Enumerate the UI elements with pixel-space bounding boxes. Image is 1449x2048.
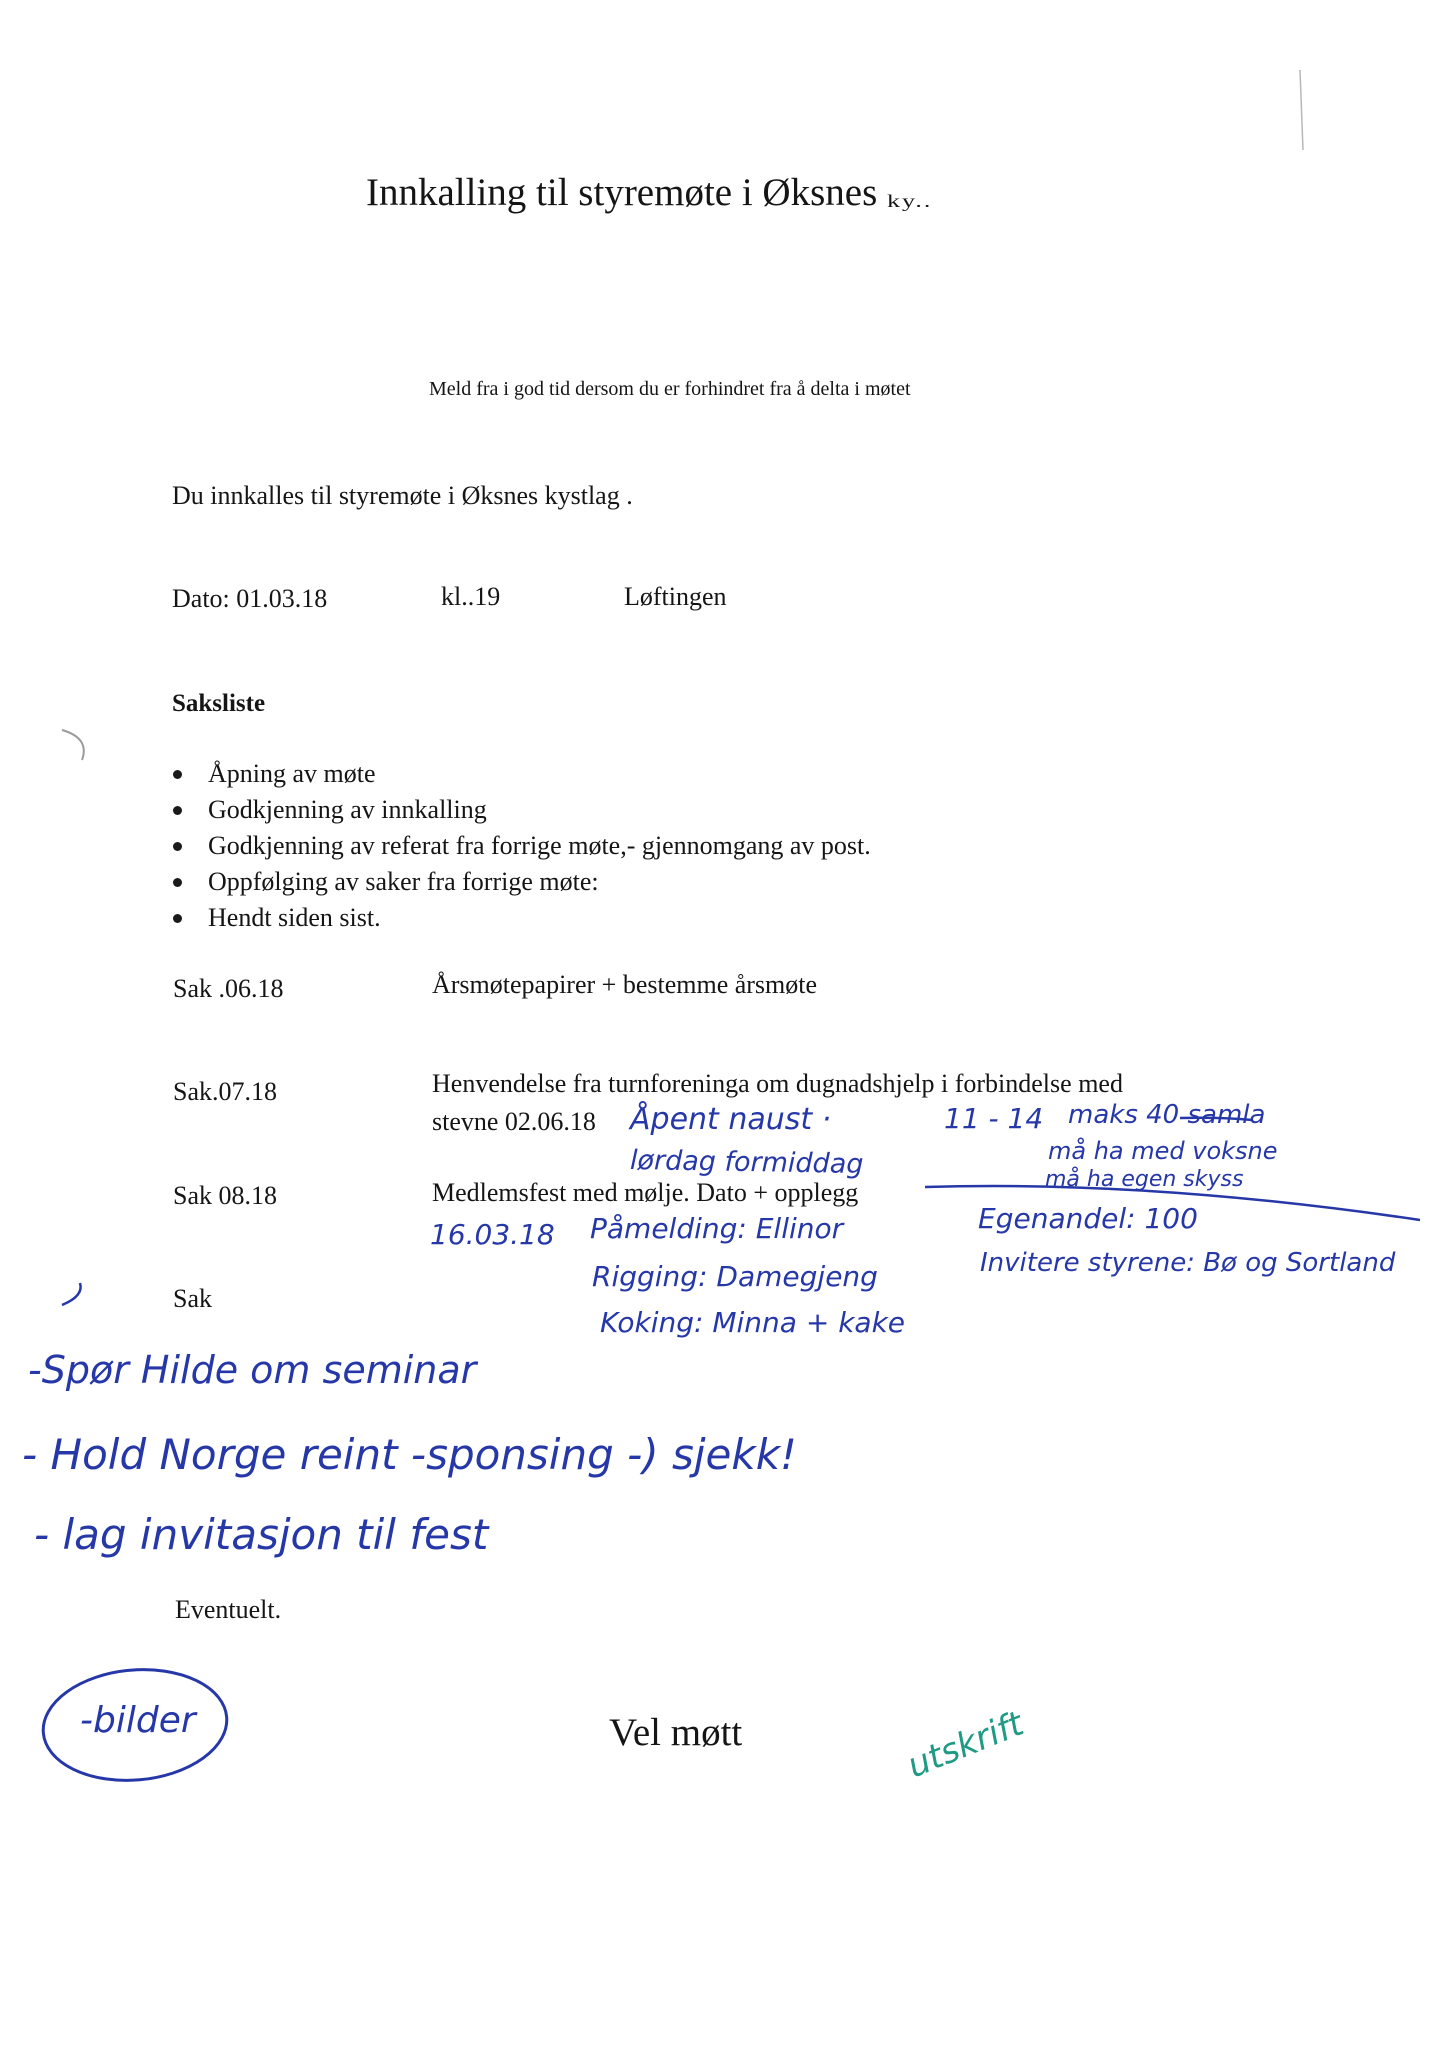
scan-edge-mark bbox=[1300, 70, 1303, 150]
margin-mark bbox=[62, 1283, 81, 1305]
handwritten-note-circled: -bilder bbox=[80, 1700, 196, 1741]
agenda-heading: Saksliste bbox=[172, 690, 266, 717]
agenda-item-label: Åpning av møte bbox=[208, 759, 376, 788]
handwritten-note: 16.03.18 bbox=[430, 1218, 555, 1251]
agenda-item-label: Godkjenning av innkalling bbox=[208, 795, 487, 824]
meeting-time: kl..19 bbox=[441, 582, 501, 611]
case-number: Sak 08.18 bbox=[173, 1181, 277, 1210]
margin-mark bbox=[62, 730, 84, 760]
circle-stroke bbox=[39, 1662, 232, 1788]
handwritten-note: Koking: Minna + kake bbox=[600, 1306, 906, 1339]
handwritten-note: maks 40 samla bbox=[1068, 1100, 1266, 1130]
attendance-notice: Meld fra i god tid dersom du er forhindret fra å delta i møtet bbox=[429, 378, 911, 400]
eventuelt-label: Eventuelt. bbox=[175, 1595, 282, 1624]
handwritten-note: Egenandel: 100 bbox=[978, 1202, 1198, 1235]
agenda-item-label: Hendt siden sist. bbox=[208, 903, 381, 932]
handwritten-note: Påmelding: Ellinor bbox=[590, 1212, 844, 1245]
handwritten-note: 11 - 14 bbox=[944, 1102, 1044, 1135]
agenda-item-label: Godkjenning av referat fra forrige møte,- gjennomgang av post. bbox=[208, 831, 871, 860]
closing-greeting: Vel møtt bbox=[609, 1711, 743, 1754]
handwritten-note: Invitere styrene: Bø og Sortland bbox=[980, 1248, 1396, 1278]
underline-stroke bbox=[1180, 1118, 1252, 1120]
agenda-item-label: Oppfølging av saker fra forrige møte: bbox=[208, 867, 599, 896]
case-number: Sak.07.18 bbox=[173, 1077, 277, 1106]
meeting-place: Løftingen bbox=[624, 582, 727, 611]
handwritten-note: lørdag formiddag bbox=[629, 1144, 864, 1181]
case-number: Sak .06.18 bbox=[173, 974, 284, 1003]
document-title-cut: ky.. bbox=[887, 191, 933, 212]
case-number: Sak bbox=[173, 1284, 212, 1313]
case-text: Årsmøtepapirer + bestemme årsmøte bbox=[432, 970, 818, 999]
handwritten-note: - lag invitasjon til fest bbox=[34, 1510, 489, 1559]
underline-stroke bbox=[925, 1186, 1420, 1220]
case-text-continued: stevne 02.06.18 bbox=[432, 1107, 596, 1136]
handwritten-note-green: utskrift bbox=[901, 1703, 1030, 1787]
meeting-date: Dato: 01.03.18 bbox=[172, 584, 328, 613]
handwritten-note: -Spør Hilde om seminar bbox=[28, 1348, 477, 1392]
case-text: Medlemsfest med mølje. Dato + opplegg bbox=[432, 1178, 859, 1207]
handwritten-note: - Hold Norge reint -sponsing -) sjekk! bbox=[22, 1430, 797, 1479]
handwritten-note: Rigging: Damegjeng bbox=[592, 1260, 878, 1293]
case-text: Henvendelse fra turnforeninga om dugnadshjelp i forbindelse med bbox=[432, 1069, 1123, 1098]
handwritten-note: må ha med voksne bbox=[1048, 1137, 1278, 1165]
document-title-text: Innkalling til styremøte i Øksnes bbox=[366, 171, 878, 214]
handwritten-note: må ha egen skyss bbox=[1045, 1167, 1244, 1192]
invitation-text: Du innkalles til styremøte i Øksnes kystlag . bbox=[172, 481, 633, 510]
handwritten-note: Åpent naust · bbox=[630, 1102, 832, 1137]
